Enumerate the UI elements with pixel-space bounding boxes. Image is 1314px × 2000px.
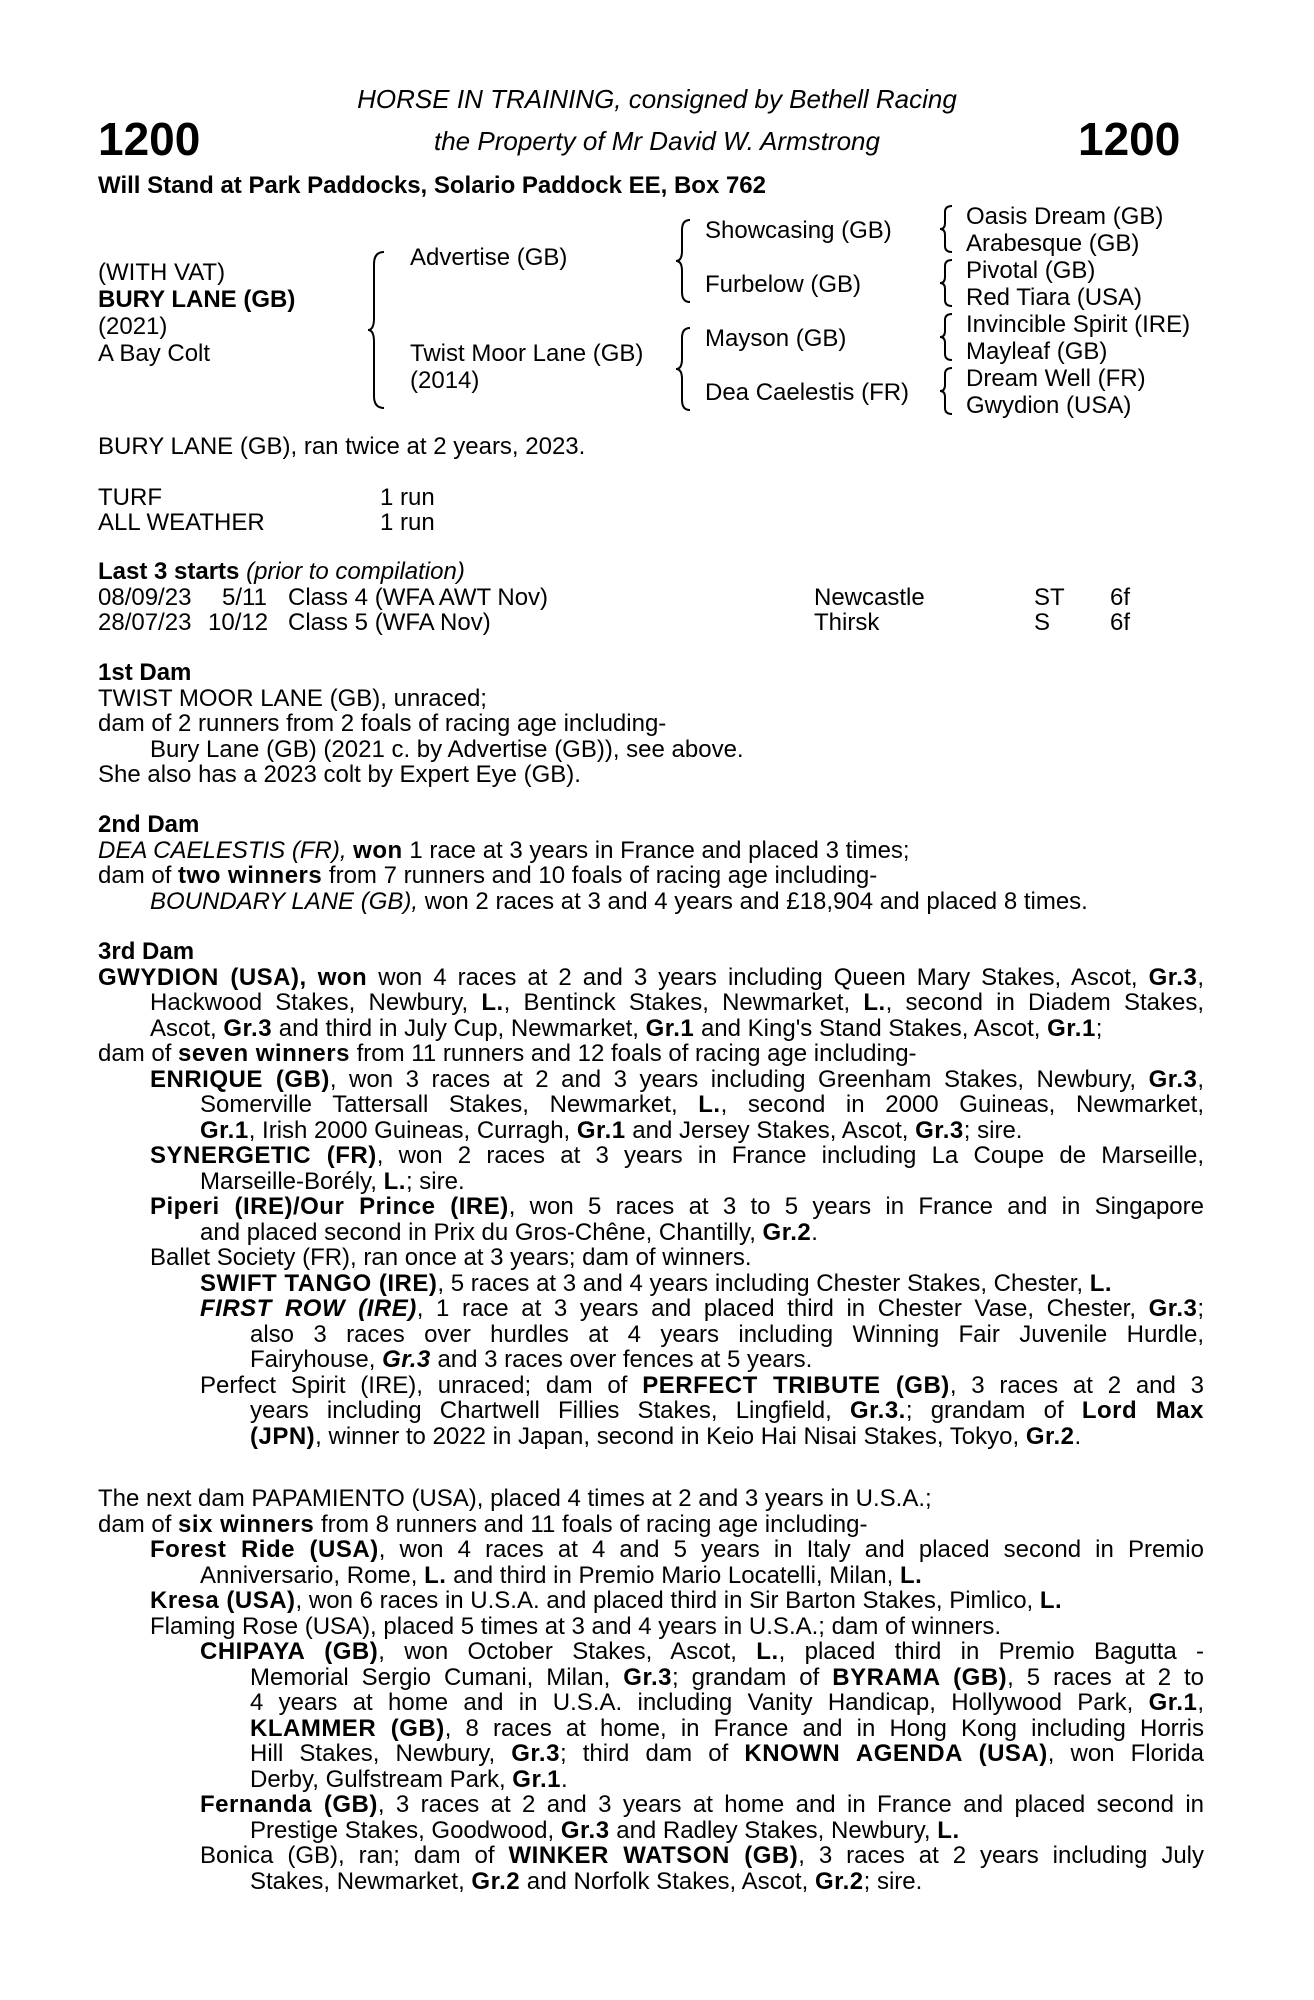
text-span: and King's Stand Stakes, Ascot, [700, 1014, 1041, 1042]
text-span: , placed third in Premio Bagutta - [778, 1638, 1204, 1665]
pedigree-sire: Advertise (GB) [410, 244, 568, 271]
first-row-name: FIRST ROW (IRE) [200, 1295, 417, 1322]
text-line [98, 1016, 1204, 1042]
text-span: and placed second in Prix du Gros-Chêne, Chantilly, [200, 1218, 756, 1246]
text-line [98, 1220, 1204, 1246]
start-race: Class 4 (WFA AWT Nov) [288, 584, 549, 611]
text-span: , won 4 races at 4 and 5 years in Italy and placed second in Premio [378, 1536, 1204, 1563]
start-going: S [1034, 609, 1051, 636]
first-dam-section [98, 660, 744, 788]
forest-ride-name: Forest Ride (USA) [150, 1536, 379, 1563]
text-span: six winners [178, 1510, 315, 1538]
text-line [98, 1818, 1204, 1844]
text-span: won 4 races at 2 and 3 years including Queen Mary Stakes, Ascot, [378, 963, 1138, 991]
text-span: L. [937, 1816, 960, 1844]
property-line: the Property of Mr David W. Armstrong [434, 126, 880, 156]
text-line [98, 1143, 1204, 1169]
text-line [98, 1537, 1204, 1563]
text-span: Prestige Stakes, Goodwood, [250, 1816, 555, 1844]
text-span: , 3 races at 2 and 3 years at home and in France and placed second in [377, 1791, 1204, 1818]
byrama-name: BYRAMA (GB) [832, 1663, 1008, 1691]
start-date: 28/07/23 [98, 609, 192, 636]
text-span: dam of [98, 862, 172, 889]
text-line [98, 990, 1204, 1016]
text-line [98, 1639, 1204, 1665]
text-line [98, 1398, 1204, 1424]
text-span: , [1197, 963, 1204, 991]
text-span: 4 years at home and in U.S.A. including Vanity Handicap, Hollywood Park, [250, 1689, 1134, 1716]
text-span: seven winners [178, 1040, 350, 1067]
text-span: from 7 runners and 10 foals of racing age including- [328, 862, 878, 889]
text-span: , [1197, 1689, 1205, 1716]
text-line [98, 1041, 1204, 1067]
text-line [98, 1347, 1204, 1373]
text-line [98, 1373, 1204, 1399]
text-span: L. [424, 1561, 447, 1589]
text-span: Gr.1 [1148, 1689, 1198, 1716]
text-line [98, 1512, 1204, 1538]
text-span: , second in 2000 Guineas, Newmarket, [720, 1091, 1205, 1118]
text-span: 1 race at 3 years in France and placed 3 times; [409, 836, 910, 864]
text-span: . [561, 1765, 568, 1793]
first-dam-line: dam of 2 runners from 2 foals of racing age including- [98, 710, 667, 737]
known-agenda-name: KNOWN AGENDA (USA) [744, 1740, 1048, 1767]
swift-tango-name: SWIFT TANGO (IRE) [200, 1269, 438, 1297]
text-line [98, 1792, 1204, 1818]
pedigree-sire-sire: Showcasing (GB) [705, 217, 892, 244]
text-line [98, 863, 1088, 889]
summary-line: BURY LANE (GB), ran twice at 2 years, 2023. [98, 433, 586, 460]
text-line [98, 838, 1088, 864]
pedigree-brace-g3-2 [938, 258, 956, 308]
first-dam-line: TWIST MOOR LANE (GB), unraced; [98, 684, 487, 712]
text-span: and Norfolk Stakes, Ascot, [526, 1867, 809, 1895]
pedigree-brace-dam [674, 326, 696, 412]
text-span: and Radley Stakes, Newbury, [616, 1816, 931, 1844]
start-position: 5/11 [222, 584, 267, 611]
boundary-lane-name: BOUNDARY LANE (GB), [150, 887, 419, 915]
start-date: 08/09/23 [98, 584, 192, 611]
text-span: , 5 races at 2 to [1007, 1663, 1205, 1691]
text-span: Gr.3 [382, 1346, 431, 1373]
third-dam-section [98, 939, 1204, 1449]
text-line [98, 1690, 1204, 1716]
text-line [98, 1843, 1204, 1869]
text-span: Gr.1 [576, 1116, 626, 1144]
pedigree-brace-main [366, 250, 390, 410]
text-span: ; grandam of [905, 1397, 1064, 1424]
text-line [98, 1194, 1204, 1220]
text-line [98, 1869, 1204, 1895]
text-span: won [353, 836, 403, 864]
text-span: L. [481, 989, 504, 1016]
pedigree-dam-dam: Dea Caelestis (FR) [705, 379, 910, 406]
text-span: Gr.3 [623, 1663, 672, 1691]
text-span: , winner to 2022 in Japan, second in Keio Hai Nisai Stakes, Tokyo, [315, 1422, 1020, 1450]
pedigree-g3-8: Gwydion (USA) [966, 392, 1132, 419]
surface-value-turf: 1 run [380, 484, 435, 511]
fernanda-name: Fernanda (GB) [200, 1791, 378, 1818]
text-span: Gr.2 [471, 1867, 521, 1895]
text-span: Gr.3 [1148, 1295, 1198, 1322]
text-span: Hackwood Stakes, Newbury, [150, 989, 469, 1016]
start-position: 10/12 [208, 609, 269, 636]
first-dam-line: She also has a 2023 colt by Expert Eye (GB). [98, 761, 581, 788]
surface-label-aw: ALL WEATHER [98, 509, 265, 536]
text-span: Gr.1 [512, 1765, 561, 1793]
horse-name: BURY LANE (GB) [98, 286, 296, 313]
text-span: , Bentinck Stakes, Newmarket, [503, 989, 851, 1016]
text-span: , won 3 races at 2 and 3 years including Greenham Stakes, Newbury, [329, 1065, 1137, 1093]
text-span: Gr.3. [849, 1397, 906, 1424]
text-span: Gr.3 [1148, 1065, 1198, 1093]
horse-year: (2021) [98, 313, 168, 340]
text-span: Gr.1 [645, 1014, 695, 1042]
text-span: Fairyhouse, [250, 1346, 376, 1373]
start-course: Newcastle [814, 584, 925, 611]
third-dam-heading: 3rd Dam [98, 938, 195, 965]
stand-line: Will Stand at Park Paddocks, Solario Paddock EE, Box 762 [98, 172, 767, 199]
text-span: , 3 races at 2 and 3 [949, 1371, 1205, 1399]
pedigree-dam-sire: Mayson (GB) [705, 325, 847, 352]
pedigree-g3-7: Dream Well (FR) [966, 365, 1146, 392]
text-span: years including Chartwell Fillies Stakes, Lingfield, [250, 1397, 832, 1424]
text-span: Gr.3 [560, 1816, 610, 1844]
text-span: L. [756, 1638, 779, 1665]
last-starts-heading [98, 559, 465, 585]
ballet-society-line: Ballet Society (FR), ran once at 3 years; dam of winners. [150, 1244, 752, 1271]
last-starts-note: (prior to compilation) [246, 558, 465, 585]
text-span: from 8 runners and 11 foals of racing age including- [320, 1510, 868, 1538]
text-line [98, 889, 1088, 915]
start-going: ST [1034, 584, 1065, 611]
pedigree-g3-4: Red Tiara (USA) [966, 284, 1143, 311]
text-span: , 1 race at 3 years and placed third in Chester Vase, Chester, [416, 1295, 1137, 1322]
text-span: ; sire. [405, 1167, 465, 1195]
pedigree-brace-g3-4 [938, 366, 956, 416]
text-span: and 3 races over fences at 5 years. [437, 1346, 813, 1373]
text-line [98, 1563, 1204, 1589]
text-span: , 3 races at 2 years including July [798, 1842, 1205, 1869]
pedigree-brace-g3-3 [938, 312, 956, 362]
text-line: also 3 races over hurdles at 4 years including Winning Fair Juvenile Hurdle, [250, 1320, 1204, 1348]
text-span: and third in July Cup, Newmarket, [278, 1014, 639, 1042]
text-span: Stakes, Newmarket, [250, 1867, 465, 1895]
text-span: Gr.3 [511, 1740, 560, 1767]
text-span: Perfect Spirit (IRE), unraced; dam of [200, 1371, 628, 1399]
text-line [98, 1118, 1204, 1144]
text-line [98, 1665, 1204, 1691]
flaming-rose-line: Flaming Rose (USA), placed 5 times at 3 and 4 years in U.S.A.; dam of winners. [150, 1612, 1002, 1640]
text-span: . [811, 1218, 818, 1246]
text-line [98, 1271, 1204, 1297]
text-line [98, 1169, 1204, 1195]
pedigree-dam-year: (2014) [410, 367, 480, 394]
perfect-tribute-name: PERFECT TRIBUTE (GB) [642, 1371, 950, 1399]
text-line [98, 965, 1204, 991]
text-line [98, 1296, 1204, 1322]
text-span: , 8 races at home, in France and in Hong Kong including Horris [444, 1714, 1204, 1742]
text-span: two winners [178, 862, 323, 889]
text-span: L. [1089, 1269, 1113, 1297]
text-span: ; third dam of [559, 1740, 729, 1767]
text-span: Gr.2 [762, 1218, 812, 1246]
text-line [98, 1767, 1204, 1793]
text-span: Hill Stakes, Newbury, [250, 1740, 496, 1767]
text-span: Somerville Tattersall Stakes, Newmarket, [200, 1091, 678, 1118]
text-span: , 5 races at 3 and 4 years including Chester Stakes, Chester, [437, 1269, 1084, 1297]
gwydion-name: GWYDION (USA), [98, 963, 307, 991]
start-course: Thirsk [814, 609, 880, 636]
start-race: Class 5 (WFA Nov) [288, 609, 491, 636]
text-span: L. [863, 989, 886, 1016]
text-span: (JPN) [250, 1422, 316, 1450]
pedigree-g3-6: Mayleaf (GB) [966, 338, 1108, 365]
last-starts-title: Last 3 starts [98, 558, 240, 585]
text-span: Bonica (GB), ran; dam of [200, 1842, 495, 1869]
lord-max-name: Lord Max [1081, 1397, 1204, 1424]
text-span: Gr.2 [814, 1867, 864, 1895]
second-dam-heading: 2nd Dam [98, 811, 200, 838]
pedigree-g3-1: Oasis Dream (GB) [966, 203, 1164, 230]
text-span: Gr.2 [1025, 1422, 1075, 1450]
text-span: ; grandam of [671, 1663, 820, 1691]
text-span: , [1197, 1065, 1205, 1093]
synergetic-name: SYNERGETIC (FR) [150, 1142, 377, 1169]
start-distance: 6f [1110, 609, 1131, 636]
lot-number-left: 1200 [98, 113, 201, 165]
text-span: won 2 races at 3 and 4 years and £18,904 and placed 8 times. [424, 887, 1088, 915]
text-span: Gr.3 [915, 1116, 964, 1144]
text-span: from 11 runners and 12 foals of racing age including- [356, 1040, 917, 1067]
text-span: Memorial Sergio Cumani, Milan, [250, 1663, 611, 1691]
text-span: Marseille-Borély, [200, 1167, 377, 1195]
text-line [98, 1716, 1204, 1742]
second-dam-name: DEA CAELESTIS (FR), [98, 836, 347, 864]
first-dam-line: Bury Lane (GB) (2021 c. by Advertise (GB)), see above. [150, 735, 744, 763]
text-span: and third in Premio Mario Locatelli, Milan, [453, 1561, 894, 1589]
text-span: Gr.1 [1047, 1014, 1096, 1042]
pedigree-g3-3: Pivotal (GB) [966, 257, 1096, 284]
klammer-name: KLAMMER (GB) [250, 1714, 445, 1742]
surface-label-turf: TURF [98, 484, 162, 511]
horse-description: A Bay Colt [98, 340, 211, 367]
text-span: Derby, Gulfstream Park, [250, 1765, 506, 1793]
text-span: , won October Stakes, Ascot, [378, 1638, 737, 1665]
pedigree-sire-dam: Furbelow (GB) [705, 271, 862, 298]
text-line [98, 1092, 1204, 1118]
text-span: , Irish 2000 Guineas, Curragh, [248, 1116, 571, 1144]
kresa-name: Kresa (USA) [150, 1587, 296, 1614]
text-span: Gr.3 [1148, 963, 1198, 991]
pedigree-g3-2: Arabesque (GB) [966, 230, 1140, 257]
pedigree-g3-5: Invincible Spirit (IRE) [966, 311, 1191, 338]
piperi-name: Piperi (IRE)/Our Prince (IRE) [150, 1193, 509, 1220]
text-span: and Jersey Stakes, Ascot, [632, 1116, 909, 1144]
next-dam-section [98, 1486, 1204, 1894]
text-line [98, 1588, 1204, 1614]
text-span: Gr.1 [200, 1116, 249, 1144]
text-span: L. [899, 1561, 923, 1589]
text-span: ; [1095, 1014, 1103, 1042]
text-span: L. [698, 1091, 721, 1118]
next-dam-intro: The next dam PAPAMIENTO (USA), placed 4 times at 2 and 3 years in U.S.A.; [98, 1485, 932, 1512]
pedigree-brace-g3-1 [938, 204, 956, 254]
text-line [98, 1424, 1204, 1450]
text-span: won [317, 963, 368, 991]
text-span: , won Florida [1047, 1740, 1205, 1767]
text-line [98, 1741, 1204, 1767]
text-span: ; sire. [963, 1116, 1023, 1144]
text-span: . [1074, 1422, 1082, 1450]
text-span: , won 6 races in U.S.A. and placed third in Sir Barton Stakes, Pimlico, [295, 1587, 1034, 1614]
chipaya-name: CHIPAYA (GB) [200, 1638, 379, 1665]
text-span: Anniversario, Rome, [200, 1561, 418, 1589]
text-span: , won 5 races at 3 to 5 years in France and in Singapore [508, 1193, 1204, 1220]
lot-number-right: 1200 [1078, 113, 1181, 165]
text-span: Ascot, [150, 1014, 217, 1042]
text-span: L. [1039, 1587, 1063, 1614]
second-dam-section [98, 812, 1088, 914]
pedigree-brace-sire [674, 218, 696, 304]
text-span: Gr.3 [223, 1014, 273, 1042]
text-line [98, 1067, 1204, 1093]
text-span: ; sire. [863, 1867, 923, 1895]
text-span: ; [1197, 1295, 1205, 1322]
consignment-line: HORSE IN TRAINING, consigned by Bethell Racing [357, 84, 957, 114]
surface-value-aw: 1 run [380, 509, 435, 536]
start-distance: 6f [1110, 584, 1131, 611]
horse-vat: (WITH VAT) [98, 259, 226, 286]
text-span: dam of [98, 1510, 172, 1538]
text-span: , won 2 races at 3 years in France including La Coupe de Marseille, [376, 1142, 1204, 1169]
text-span: dam of [98, 1040, 172, 1067]
text-span: , second in Diadem Stakes, [885, 989, 1204, 1016]
first-dam-heading: 1st Dam [98, 659, 192, 686]
winker-watson-name: WINKER WATSON (GB) [508, 1842, 799, 1869]
text-span: L. [383, 1167, 406, 1195]
pedigree-dam: Twist Moor Lane (GB) [410, 340, 644, 367]
enrique-name: ENRIQUE (GB) [150, 1065, 330, 1093]
